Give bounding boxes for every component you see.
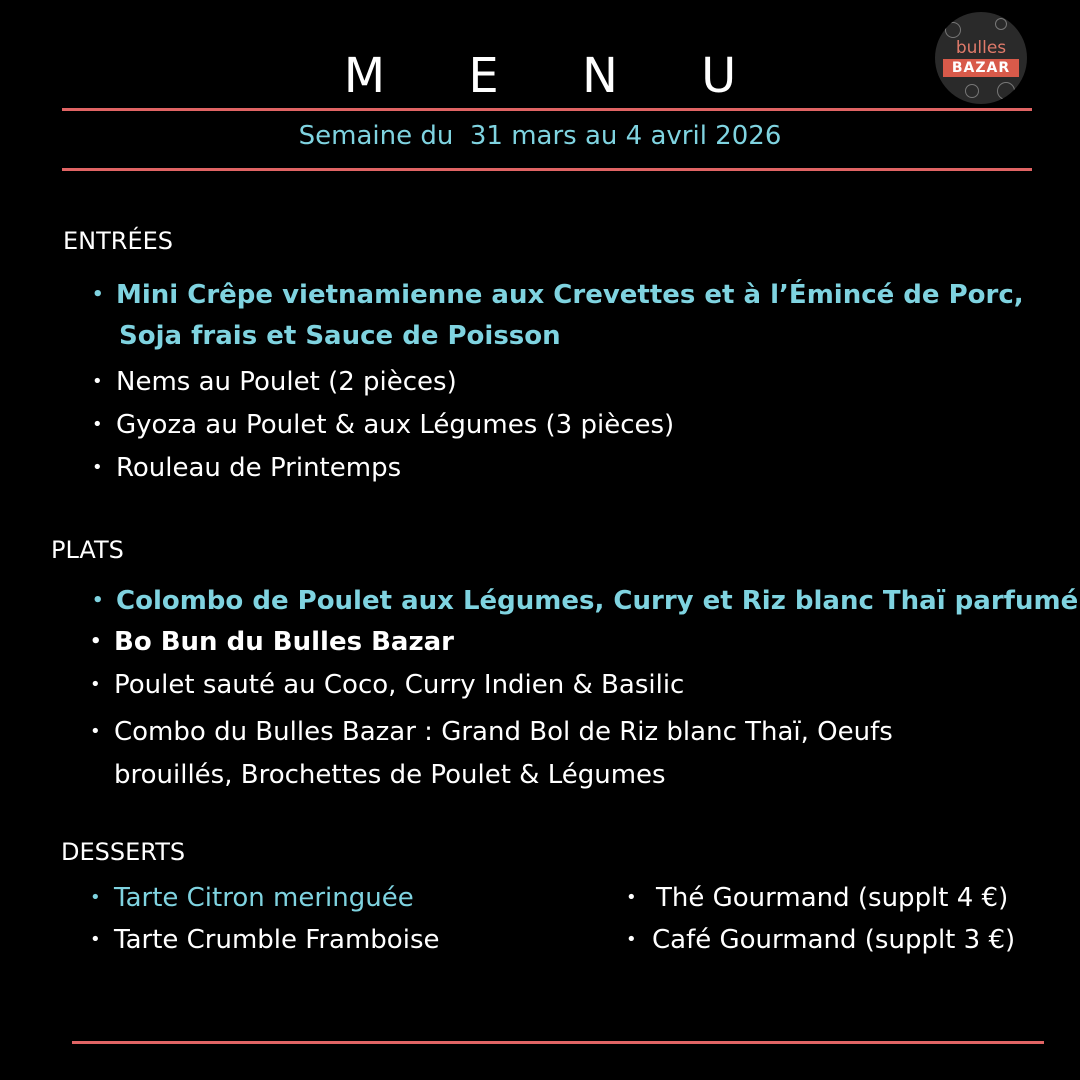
bullet-icon: • <box>90 674 101 695</box>
bullet-icon: • <box>626 929 637 950</box>
list-item <box>626 919 1016 961</box>
item-text: Gyoza au Poulet & aux Légumes (3 pièces) <box>116 410 675 440</box>
list-item <box>92 447 402 489</box>
bubble-icon <box>995 18 1007 30</box>
item-text-continued: brouillés, Brochettes de Poulet & Légumes <box>114 760 666 790</box>
list-item <box>92 274 1024 316</box>
item-text: Café Gourmand (supplt 3 €) <box>652 925 1016 955</box>
list-item <box>92 404 675 446</box>
subtitle-divider <box>62 168 1032 171</box>
bullet-icon: • <box>90 721 101 742</box>
menu-title: M E N U <box>343 48 771 104</box>
item-text: Bo Bun du Bulles Bazar <box>114 627 454 657</box>
item-text: Mini Crêpe vietnamienne aux Crevettes et à l’Émincé de Porc, <box>116 280 1024 310</box>
bottom-divider <box>72 1041 1044 1044</box>
section-heading-plats: PLATS <box>51 536 124 564</box>
item-text-continued: Soja frais et Sauce de Poisson <box>119 321 561 351</box>
item-text: Colombo de Poulet aux Légumes, Curry et Riz blanc Thaï parfumé <box>116 586 1079 616</box>
list-item <box>92 580 1079 622</box>
logo-text-bulles: bulles <box>955 38 1007 58</box>
item-text: Thé Gourmand (supplt 4 €) <box>656 883 1009 913</box>
bubble-icon <box>945 22 961 38</box>
item-text: Nems au Poulet (2 pièces) <box>116 367 457 397</box>
list-item <box>626 877 1009 919</box>
bullet-icon: • <box>92 590 104 611</box>
list-item <box>90 621 454 663</box>
item-text: Tarte Crumble Framboise <box>114 925 440 955</box>
bullet-icon: • <box>92 457 103 478</box>
bubble-icon <box>997 82 1015 100</box>
list-item <box>92 361 457 403</box>
list-item <box>90 919 440 961</box>
item-text: Rouleau de Printemps <box>116 453 402 483</box>
bullet-icon: • <box>92 414 103 435</box>
top-divider <box>62 108 1032 111</box>
logo-text-bazar: BAZAR <box>943 59 1019 77</box>
bullet-icon: • <box>90 929 101 950</box>
section-heading-desserts: DESSERTS <box>61 838 186 866</box>
bullet-icon: • <box>90 631 102 652</box>
bullet-icon: • <box>90 887 101 908</box>
list-item <box>90 664 685 706</box>
section-heading-entrees: ENTRÉES <box>63 227 174 255</box>
item-text: Combo du Bulles Bazar : Grand Bol de Riz blanc Thaï, Oeufs <box>114 717 893 747</box>
item-text: Poulet sauté au Coco, Curry Indien & Basilic <box>114 670 685 700</box>
bullet-icon: • <box>92 371 103 392</box>
bullet-icon: • <box>626 887 637 908</box>
list-item <box>90 711 893 753</box>
list-item <box>90 877 414 919</box>
week-subtitle: Semaine du 31 mars au 4 avril 2026 <box>298 121 782 151</box>
bubble-icon <box>965 84 979 98</box>
item-text: Tarte Citron meringuée <box>114 883 414 913</box>
bullet-icon: • <box>92 284 104 305</box>
bulles-bazar-logo <box>935 12 1027 104</box>
